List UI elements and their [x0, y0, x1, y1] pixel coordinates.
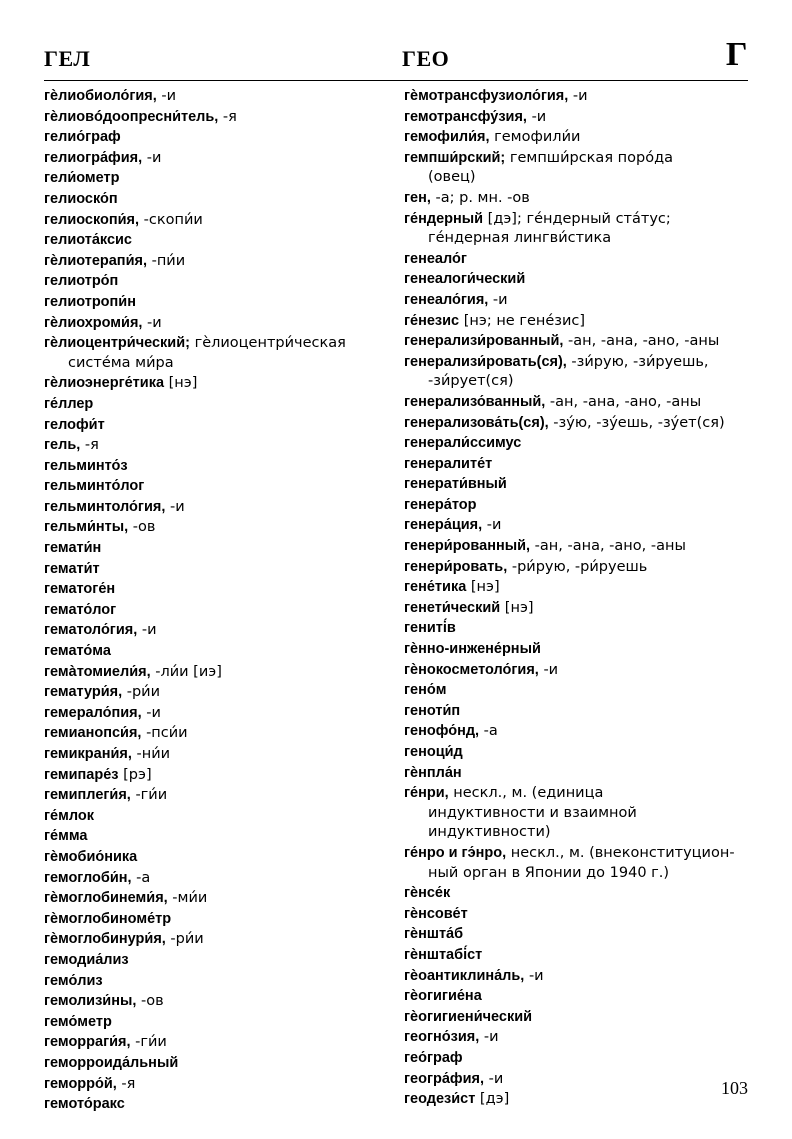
entry-headword: гемото́ракс [44, 1096, 125, 1113]
entry-grammar: -ан, -ана, -ано, -аны [545, 393, 702, 410]
entry-headword: гемо́метр [44, 1013, 112, 1030]
running-header [44, 36, 748, 81]
entry-grammar: -и [488, 291, 508, 308]
entry-headword: гѐлиотерапи́я, [44, 252, 147, 269]
entry-headword: ге́млок [44, 807, 94, 824]
entry-headword: гемофили́я, [404, 129, 490, 146]
entry-headword: гѐнсове́т [404, 905, 468, 922]
dictionary-entry [404, 86, 750, 107]
dictionary-entry [44, 1094, 394, 1115]
dictionary-entry [404, 904, 750, 925]
dictionary-entry [44, 476, 394, 497]
dictionary-entry [404, 1048, 750, 1069]
entry-headword: геноци́д [404, 744, 463, 760]
dictionary-entry [44, 662, 394, 683]
entry-headword: генеало́г [404, 250, 467, 267]
dictionary-entry [404, 783, 750, 804]
dictionary-entry [404, 660, 750, 681]
dictionary-entry [404, 269, 750, 290]
dictionary-entry [404, 618, 750, 639]
entry-grammar: нескл., м. (внеконституцион- [506, 844, 735, 861]
entry-headword: гѐлиоцентри́ческий; [44, 335, 190, 352]
dictionary-entry [44, 230, 394, 251]
entry-headword: гѐлиобиоло́гия, [44, 88, 157, 104]
entry-headword: гѐогигиени́ческий [404, 1008, 533, 1025]
entry-grammar: -пи́и [146, 252, 186, 269]
dictionary-entry [404, 290, 750, 311]
entry-headword: гѐнно-инжене́рный [404, 641, 541, 658]
dictionary-entry [44, 251, 394, 272]
entry-grammar: -и [538, 661, 559, 678]
entry-grammar: -ри́и [165, 931, 204, 948]
dictionary-entry [44, 806, 394, 827]
entry-continuation: систе́ма ми́ра [68, 354, 174, 371]
dictionary-entry [44, 313, 394, 334]
entry-headword: гемерало́пия, [44, 704, 142, 721]
entry-headword: генерали́ссимус [404, 435, 522, 452]
entry-headword: генети́ческий [404, 599, 501, 616]
dictionary-entry [44, 456, 394, 477]
dictionary-entry [44, 826, 394, 847]
entry-headword: гели́ометр [44, 170, 120, 187]
entry-grammar: [дэ] [475, 1091, 510, 1108]
entry-headword: гемолизи́ны, [44, 993, 137, 1010]
entry-grammar: -ги́и [130, 1034, 167, 1051]
entry-headword: гено́м [404, 682, 447, 699]
dictionary-entry [44, 765, 394, 786]
dictionary-entry [404, 392, 750, 413]
dictionary-entry [44, 682, 394, 703]
entry-grammar: [рэ] [118, 766, 152, 783]
entry-headword: гель, [44, 437, 81, 454]
dictionary-entry [404, 986, 750, 1007]
entry-headword: генеалоги́ческий [404, 271, 526, 288]
entry-headword: генери́ровать, [404, 558, 508, 575]
entry-grammar: -ов [136, 993, 164, 1010]
entry-headword: генера́тор [404, 496, 477, 513]
entry-grammar: -и [526, 108, 547, 125]
entry-headword: геморраги́я, [44, 1034, 131, 1051]
entry-grammar: -ан, -ана, -ано, -аны [563, 333, 720, 350]
entry-grammar: -ли́и [иэ] [150, 663, 222, 680]
dictionary-entry [44, 127, 394, 148]
entry-headword: гельминто́лог [44, 478, 145, 495]
entry-headword: гемодиа́лиз [44, 951, 129, 968]
dictionary-entry [44, 847, 394, 868]
dictionary-entry [404, 557, 750, 578]
entry-headword: генерализи́ровать(ся), [404, 353, 567, 370]
dictionary-entry [44, 189, 394, 210]
entry-headword: гѐмоглобинеми́я, [44, 890, 168, 907]
entry-headword: ге́нро и гэ́нро, [404, 844, 507, 861]
entry-grammar: -я [218, 108, 237, 125]
entry-headword: гениті́в [404, 620, 456, 637]
entry-headword: геноти́п [404, 702, 461, 719]
entry-grammar: -и [482, 517, 502, 534]
entry-headword: гѐогигие́на [404, 988, 482, 1005]
entry-grammar: -ов [128, 519, 156, 536]
entry-headword: гемикрани́я, [44, 746, 132, 762]
entry-headword: гемпши́рский; [404, 149, 506, 166]
entry-grammar: [дэ]; ге́ндерный ста́тус; [483, 210, 671, 227]
dictionary-entry [404, 148, 750, 169]
dictionary-entry [404, 352, 750, 373]
entry-headword: гѐмотрансфузиоло́гия, [404, 88, 569, 104]
entry-headword: гѐнпла́н [404, 764, 462, 781]
dictionary-entry [44, 1053, 394, 1074]
entry-headword: гемато́ма [44, 643, 111, 660]
dictionary-entry [404, 1069, 750, 1090]
entry-continuation: (овец) [428, 169, 476, 186]
dictionary-entry [44, 415, 394, 436]
entry-grammar: -я [116, 1075, 136, 1092]
dictionary-entry [44, 868, 394, 889]
entry-headword: гѐлиоэнерге́тика [44, 375, 165, 392]
entry-headword: гѐмобио́ника [44, 848, 138, 865]
entry-headword: гелиотро́п [44, 273, 119, 290]
dictionary-entry [44, 107, 394, 128]
dictionary-entry [44, 497, 394, 518]
page-number: 103 [721, 1078, 748, 1098]
entry-headword: гѐлиовóдоопресни́тель, [44, 108, 219, 125]
entry-grammar: -скопи́и [139, 211, 203, 228]
dictionary-entry [44, 333, 394, 354]
dictionary-entry [404, 924, 750, 945]
entry-headword: гѐмоглобиноме́тр [44, 910, 172, 927]
entry-grammar: -и [479, 1029, 499, 1046]
dictionary-entry [404, 1089, 750, 1110]
entry-continuation: индуктивности и взаимной [428, 804, 637, 821]
dictionary-entry [44, 929, 394, 950]
entry-grammar: -и [484, 1070, 504, 1087]
entry-headword: генералите́т [404, 455, 493, 472]
dictionary-entry [404, 413, 750, 434]
dictionary-entry [404, 474, 750, 495]
entry-headword: генеало́гия, [404, 291, 489, 308]
entry-headword: гемоглоби́н, [44, 869, 132, 886]
dictionary-entry [44, 909, 394, 930]
entry-headword: гелиота́ксис [44, 232, 132, 249]
dictionary-entry [44, 168, 394, 189]
dictionary-entry [44, 785, 394, 806]
header-section-letter: Г [725, 36, 748, 73]
dictionary-entry [44, 641, 394, 662]
dictionary-entry [404, 107, 750, 128]
entry-grammar: нескл., м. (единица [448, 785, 604, 802]
entry-grammar: -ми́и [167, 890, 208, 907]
entry-headword: гѐлиохроми́я, [44, 314, 143, 331]
entry-grammar: -пси́и [141, 725, 188, 742]
dictionary-entry [44, 292, 394, 313]
entry-headword: ге́мма [44, 828, 88, 845]
dictionary-entry [44, 1032, 394, 1053]
entry-headword: гѐнсе́к [404, 885, 451, 902]
entry-grammar: гемофили́и [489, 129, 581, 146]
entry-continuation: ный орган в Японии до 1940 г.) [428, 864, 670, 881]
entry-headword: гѐоантиклина́ль, [404, 967, 525, 984]
entry-grammar: -и [165, 498, 185, 515]
entry-grammar: [нэ] [466, 579, 500, 596]
dictionary-entry [44, 271, 394, 292]
dictionary-entry [404, 883, 750, 904]
entry-grammar: -и [568, 88, 588, 104]
dictionary-entry [404, 721, 750, 742]
dictionary-entry [44, 888, 394, 909]
entry-headword: гемотрансфу́зия, [404, 108, 527, 125]
entry-headword: гемати́т [44, 560, 100, 577]
dictionary-entry [44, 373, 394, 394]
entry-headword: гелиоско́п [44, 190, 118, 207]
dictionary-entry [44, 86, 394, 107]
entry-grammar: гемпши́рская поро́да [505, 149, 673, 166]
header-right-guide: ГЕО [402, 46, 450, 71]
dictionary-entry [44, 210, 394, 231]
entry-headword: гематоге́н [44, 581, 116, 598]
entry-grammar: -и [524, 967, 544, 984]
dictionary-entry [44, 991, 394, 1012]
entry-headword: генерализо́ванный, [404, 393, 546, 410]
entry-grammar: -ги́и [130, 787, 168, 804]
entry-headword: гемато́лог [44, 601, 117, 618]
entry-headword: гематоло́гия, [44, 622, 138, 639]
dictionary-entry [44, 620, 394, 641]
entry-grammar: -ни́и [131, 746, 171, 762]
entry-grammar: [нэ] [500, 599, 534, 616]
entry-headword: ге́нри, [404, 785, 449, 802]
entry-headword: генерализова́ть(ся), [404, 414, 549, 431]
entry-grammar: -и [142, 149, 162, 166]
entry-grammar: [нэ; не гене́зис] [459, 312, 586, 329]
entry-headword: гѐнштабі́ст [404, 946, 483, 963]
entry-grammar: [нэ] [164, 375, 198, 392]
dictionary-entry [404, 577, 750, 598]
entry-headword: гемàтомиели́я, [44, 663, 151, 680]
entry-grammar: -а [131, 869, 151, 886]
entry-headword: ге́незис [404, 312, 460, 329]
dictionary-entry [44, 559, 394, 580]
entry-headword: ген, [404, 189, 431, 206]
entry-grammar: -ри́рую, -ри́руешь [507, 558, 648, 575]
dictionary-entry [44, 723, 394, 744]
entry-grammar: -и [142, 314, 162, 331]
entry-headword: гене́тика [404, 579, 467, 596]
entry-headword: гемати́н [44, 540, 102, 557]
entry-grammar: -и [141, 704, 161, 721]
dictionary-entry [44, 394, 394, 415]
entry-headword: гѐншта́б [404, 926, 464, 943]
entry-headword: гео́граф [404, 1049, 463, 1066]
entry-grammar: -и [156, 88, 177, 104]
entry-headword: ге́ндерный [404, 210, 484, 227]
dictionary-entry [404, 639, 750, 660]
dictionary-entry [404, 701, 750, 722]
dictionary-entry [44, 435, 394, 456]
dictionary-entry [404, 680, 750, 701]
dictionary-entry [404, 598, 750, 619]
entry-grammar: -зу́ю, -зу́ешь, -зу́ет(ся) [548, 414, 725, 431]
dictionary-entry [44, 971, 394, 992]
entry-headword: гематури́я, [44, 684, 123, 701]
entry-grammar: -и [137, 622, 157, 639]
entry-continuation: индуктивности) [428, 824, 551, 841]
dictionary-entry [404, 127, 750, 148]
dictionary-entry [404, 454, 750, 475]
entry-continuation: ге́ндерная лингви́стика [428, 230, 612, 247]
entry-grammar: -ри́и [122, 684, 161, 701]
entry-headword: генери́рованный, [404, 538, 531, 555]
dictionary-entry [404, 966, 750, 987]
dictionary-entry [44, 600, 394, 621]
dictionary-entry [404, 331, 750, 352]
entry-headword: гѐнокосметоло́гия, [404, 661, 539, 678]
entry-headword: гельми́нты, [44, 519, 129, 536]
entry-grammar: -зи́рую, -зи́руешь, [566, 353, 709, 370]
entry-headword: геодези́ст [404, 1091, 476, 1108]
entry-headword: генерати́вный [404, 476, 507, 493]
dictionary-entry [404, 763, 750, 784]
dictionary-entry [404, 1007, 750, 1028]
entry-headword: геогно́зия, [404, 1029, 480, 1046]
dictionary-entry [44, 950, 394, 971]
entry-headword: гелиоскопи́я, [44, 211, 140, 228]
entry-grammar: -а [479, 723, 498, 740]
entry-grammar: -а; р. мн. -ов [430, 189, 530, 206]
header-left-guide: ГЕЛ [44, 46, 91, 71]
entry-headword: генера́ция, [404, 517, 483, 534]
dictionary-entry [44, 703, 394, 724]
entry-headword: ге́ллер [44, 395, 94, 412]
dictionary-entry [404, 188, 750, 209]
entry-headword: гемиплеги́я, [44, 787, 131, 804]
entry-headword: гемипаре́з [44, 766, 119, 783]
dictionary-entry [404, 249, 750, 270]
entry-headword: гелофи́т [44, 416, 105, 433]
dictionary-entry [404, 536, 750, 557]
dictionary-entry [404, 742, 750, 763]
entry-headword: гелиогра́фия, [44, 149, 143, 166]
entry-grammar: -я [80, 437, 99, 454]
entry-headword: геогра́фия, [404, 1070, 485, 1087]
entry-headword: гельминто́з [44, 457, 128, 474]
entry-headword: генерализи́рованный, [404, 333, 564, 350]
entry-headword: гѐмоглобинури́я, [44, 931, 166, 948]
dictionary-entry [44, 1012, 394, 1033]
entry-grammar: -ан, -ана, -ано, -аны [530, 538, 686, 555]
dictionary-entry [44, 517, 394, 538]
dictionary-entry [44, 744, 394, 765]
dictionary-entry [404, 945, 750, 966]
dictionary-entry [44, 579, 394, 600]
dictionary-entry [404, 433, 750, 454]
entry-headword: генофо́нд, [404, 723, 480, 740]
entry-headword: гелиотропи́н [44, 293, 136, 310]
entry-headword: геморроида́льный [44, 1054, 179, 1071]
dictionary-entry [404, 311, 750, 332]
left-column [44, 86, 394, 1115]
entry-headword: гемианопси́я, [44, 725, 142, 742]
entry-headword: гелио́граф [44, 129, 121, 146]
entry-headword: гемо́лиз [44, 972, 103, 989]
dictionary-entry [404, 843, 750, 864]
dictionary-entry [404, 209, 750, 230]
right-column [404, 86, 750, 1110]
dictionary-entry [44, 148, 394, 169]
dictionary-entry [44, 1074, 394, 1095]
entry-grammar: гѐлиоцентри́ческая [189, 335, 346, 352]
entry-continuation: -зи́рует(ся) [428, 373, 514, 390]
dictionary-entry [404, 515, 750, 536]
dictionary-entry [404, 1027, 750, 1048]
dictionary-entry [44, 538, 394, 559]
entry-headword: гельминтоло́гия, [44, 498, 166, 515]
dictionary-entry [404, 495, 750, 516]
entry-headword: геморро́й, [44, 1075, 117, 1092]
